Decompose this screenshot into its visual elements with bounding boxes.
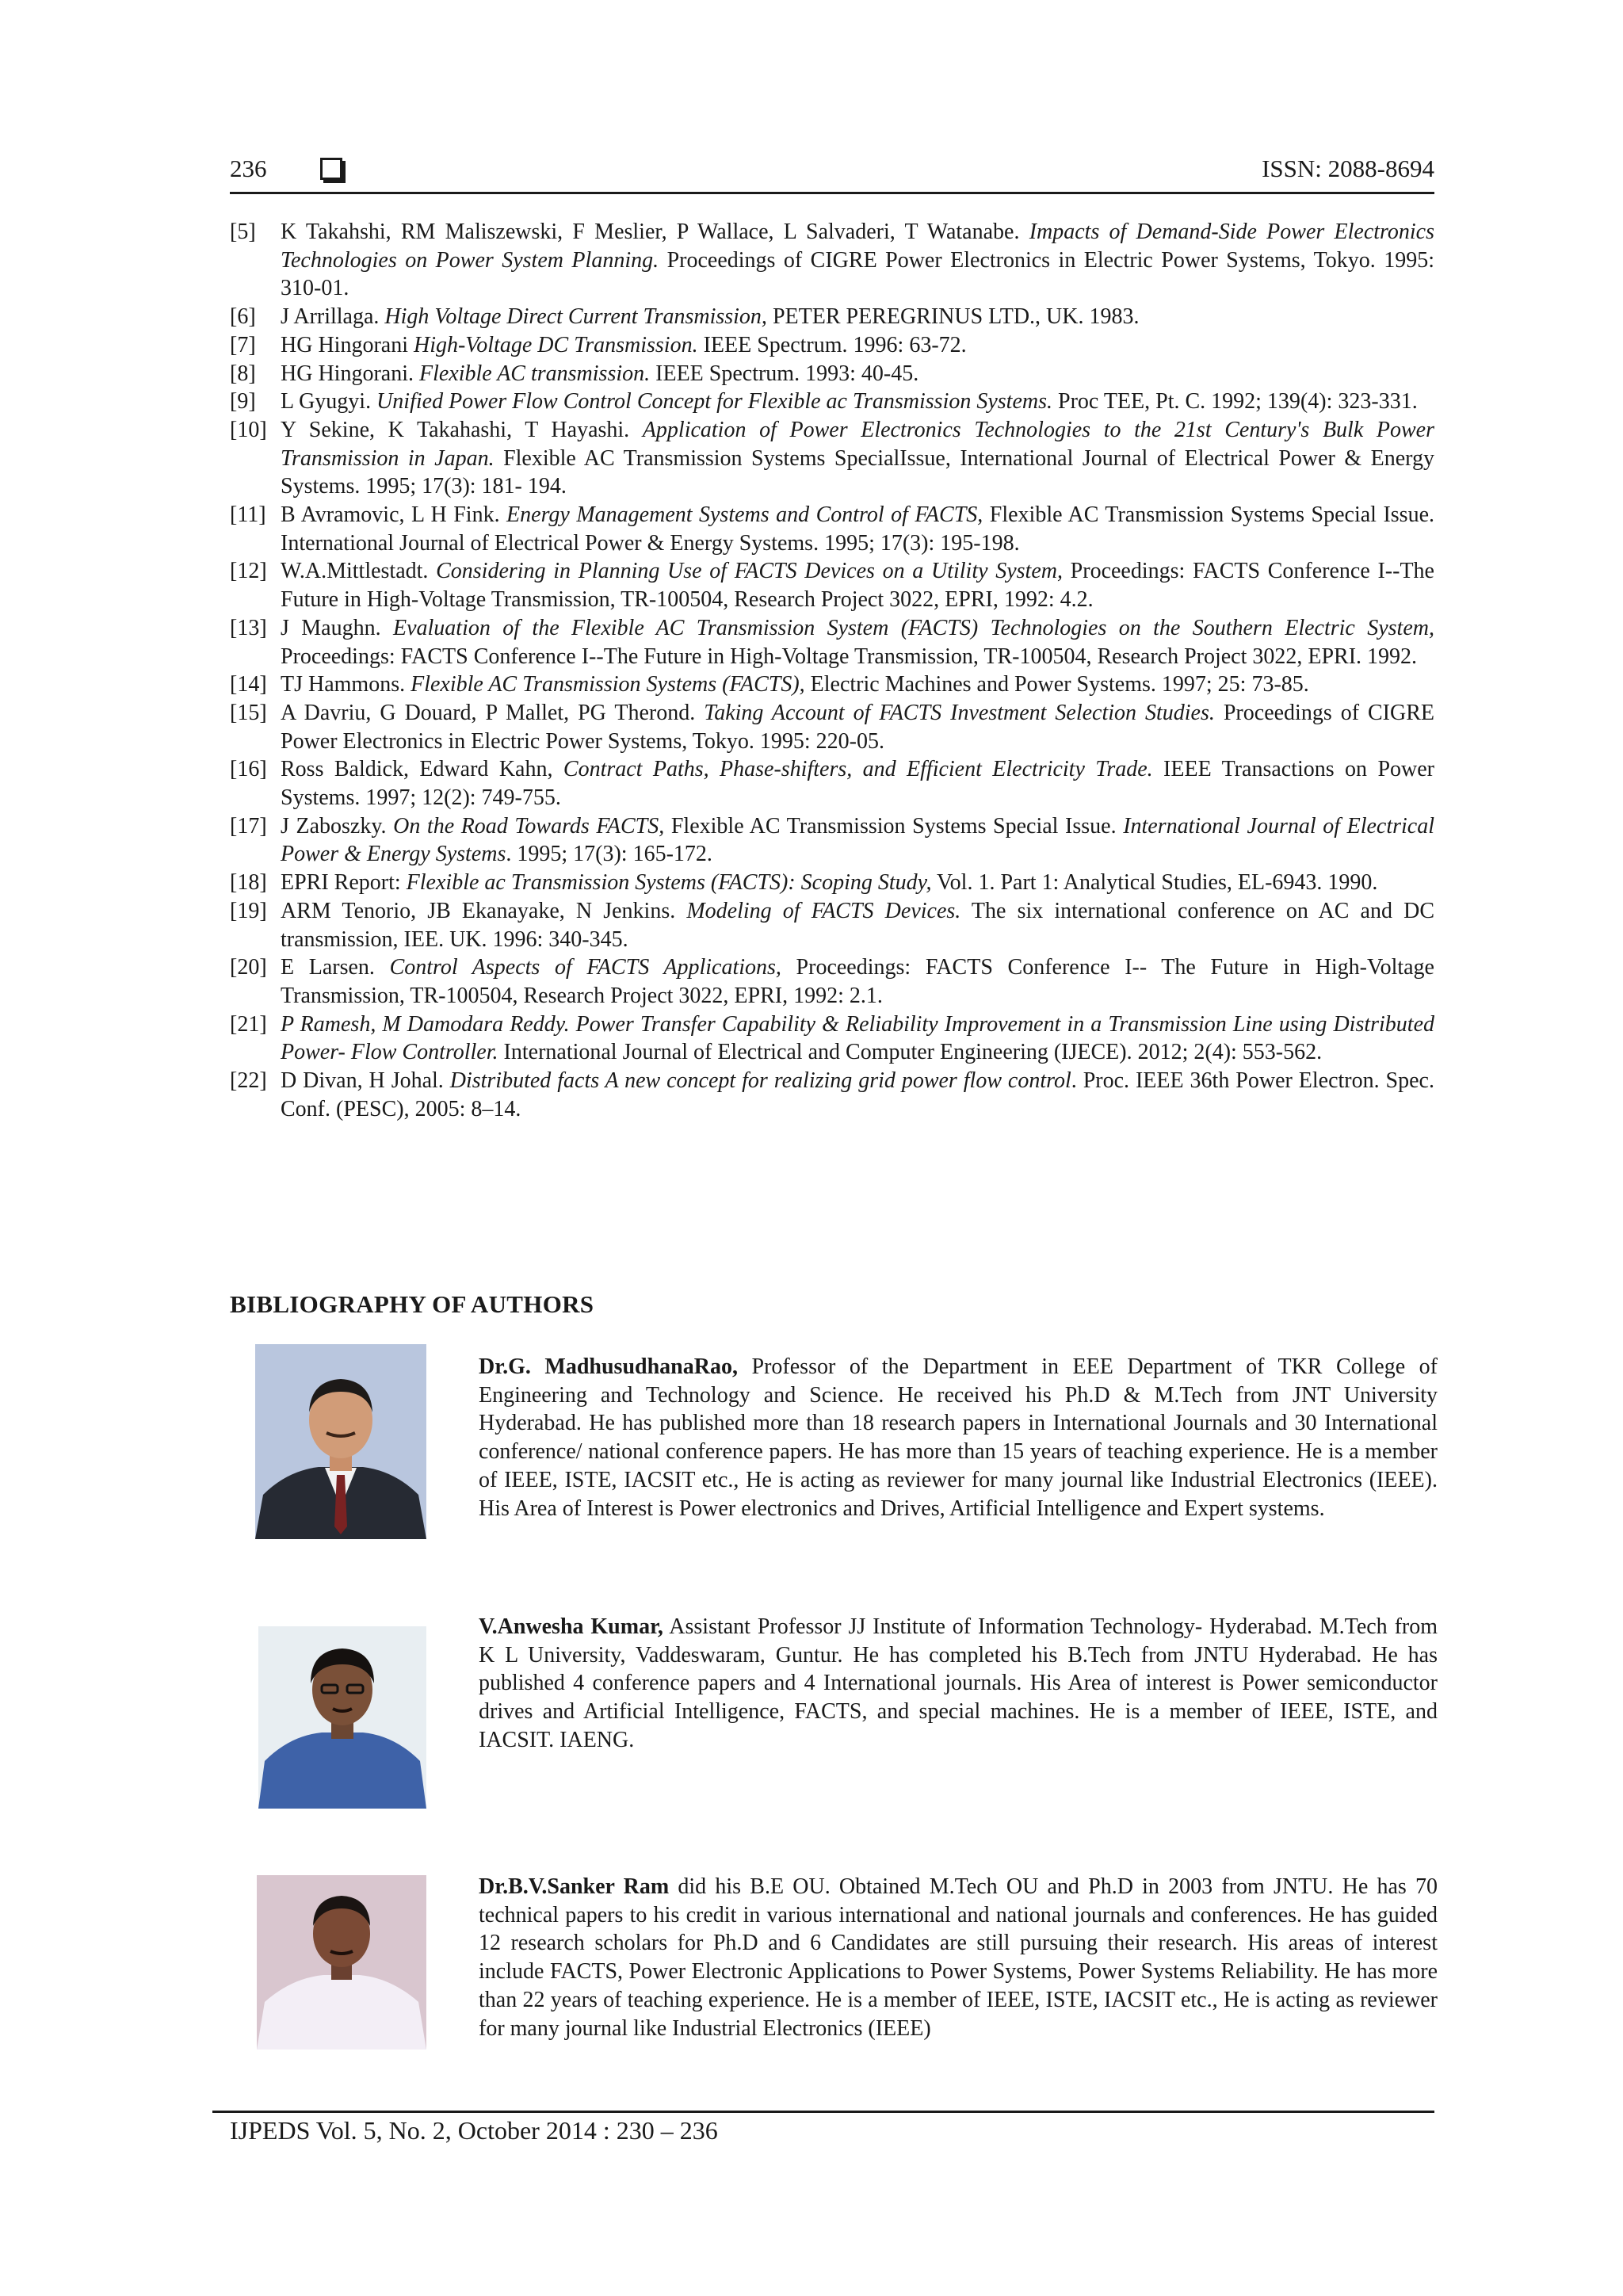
checkbox-square-icon xyxy=(320,158,342,180)
reference-text xyxy=(281,557,1434,613)
page-number: 236 xyxy=(230,155,267,182)
author-name-1: Dr.G. MadhusudhanaRao, xyxy=(479,1354,738,1379)
reference-segment: D Divan, H Johal. xyxy=(281,1068,450,1094)
reference-item xyxy=(230,388,1434,416)
reference-title: Modeling of FACTS Devices. xyxy=(686,898,961,923)
reference-title: Flexible AC Transmission Systems (FACTS), xyxy=(411,672,805,697)
reference-title: Considering in Planning Use of FACTS Devices on a Utility System, xyxy=(436,559,1063,584)
reference-number: [18] xyxy=(230,870,267,896)
reference-segment: K Takahshi, RM Maliszewski, F Meslier, P Wallace, L Salvaderi, T Watanabe. xyxy=(281,220,1029,244)
bibliography-heading: BIBLIOGRAPHY OF AUTHORS xyxy=(230,1290,594,1318)
reference-item xyxy=(230,755,1434,812)
reference-segment: E Larsen. xyxy=(281,955,390,980)
reference-item xyxy=(230,812,1434,869)
reference-segment: PETER PEREGRINUS LTD., UK. 1983. xyxy=(766,304,1140,330)
reference-segment: Proceedings of CIGRE Power Electronics in Electric Power Systems, Tokyo. 1995: 310-01. xyxy=(281,247,1434,301)
reference-segment: Proceedings of CIGRE Power Electronics in Electric Power Systems, Tokyo. 1995: 220-05. xyxy=(281,700,1434,754)
reference-title: Energy Management Systems and Control of FACTS, xyxy=(506,502,983,528)
reference-text xyxy=(281,303,1434,331)
reference-text xyxy=(281,416,1434,501)
author-bio-2 xyxy=(479,1613,1438,1755)
reference-segment: Vol. 1. Part 1: Analytical Studies, EL-6943. 1990. xyxy=(931,870,1378,896)
reference-text xyxy=(281,388,1434,416)
reference-text xyxy=(281,331,1434,360)
reference-number: [10] xyxy=(230,417,267,442)
reference-segment: . Proc. IEEE 36th Power Electron. Spec. Conf. (PESC), 2005: 8–14. xyxy=(281,1068,1434,1121)
reference-text xyxy=(281,1010,1434,1067)
reference-number: [12] xyxy=(230,559,267,584)
reference-title: P Ramesh, M Damodara Reddy. Power Transfer Capability & Reliability Improvement in a Transmission Line using Distributed Power- Flow Controller. xyxy=(281,1011,1434,1065)
reference-number: [15] xyxy=(230,700,267,725)
reference-segment: Y Sekine, K Takahashi, T Hayashi. xyxy=(281,417,643,442)
reference-segment: International Journal of Electrical and Computer Engineering (IJECE). 2012; 2(4): 553-562. xyxy=(498,1040,1323,1065)
reference-text xyxy=(281,755,1434,812)
reference-text xyxy=(281,1067,1434,1123)
reference-segment: HG Hingorani. xyxy=(281,361,419,386)
page-header xyxy=(230,155,1434,191)
reference-text xyxy=(281,218,1434,303)
reference-number: [9] xyxy=(230,389,256,415)
author-bio-text-1: Professor of the Department in EEE Department of TKR College of Engineering and Technology and Science. He received his Ph.D & M.Tech from JNT University Hyderabad. He has published more than 18 research papers in International Journals and 30 International conference/ national conference papers. He has more than 15 years of teaching experience. He is a member of IEEE, ISTE, IACSIT etc., He is acting as reviewer for many journal like Industrial Electronics (IEEE). His Area of Interest is Power electronics and Drives, Artificial Intelligence and Expert systems. xyxy=(479,1354,1438,1521)
reference-item xyxy=(230,331,1434,360)
reference-title: On the Road Towards FACTS, xyxy=(393,813,665,839)
reference-segment: Flexible AC Transmission Systems Special Issue. xyxy=(664,813,1124,839)
reference-item xyxy=(230,1010,1434,1067)
reference-segment: Flexible AC Transmission Systems Special Issue. International Journal of Electrical Power & Energy Systems. 1995; 17(3): 195-198. xyxy=(281,502,1434,556)
author-photo-1 xyxy=(255,1344,426,1539)
reference-segment: B Avramovic, L H Fink. xyxy=(281,502,507,528)
reference-segment: J Arrillaga. xyxy=(281,304,385,330)
reference-segment: Proceedings: FACTS Conference I--The Future in High-Voltage Transmission, TR-100504, Research Project 3022, EPRI, 1992: 4.2. xyxy=(281,559,1434,613)
reference-number: [17] xyxy=(230,813,267,839)
reference-number: [6] xyxy=(230,304,256,330)
reference-text xyxy=(281,897,1434,953)
reference-segment: IEEE Spectrum. 1993: 40-45. xyxy=(650,361,919,386)
author-photo-2 xyxy=(258,1626,426,1809)
reference-item xyxy=(230,614,1434,670)
issn: ISSN: 2088-8694 xyxy=(1262,155,1434,182)
reference-segment: A Davriu, G Douard, P Mallet, PG Therond. xyxy=(281,700,705,725)
reference-title: Distributed facts A new concept for realizing grid power flow control xyxy=(449,1068,1071,1094)
reference-number: [20] xyxy=(230,955,267,980)
reference-segment: ARM Tenorio, JB Ekanayake, N Jenkins. xyxy=(281,898,687,923)
reference-number: [22] xyxy=(230,1068,267,1094)
reference-number: [14] xyxy=(230,672,267,697)
reference-number: [13] xyxy=(230,615,267,640)
author-bio-1 xyxy=(479,1353,1438,1522)
reference-title: High-Voltage DC Transmission. xyxy=(413,332,698,357)
reference-number: [16] xyxy=(230,757,267,782)
reference-title: Evaluation of the Flexible AC Transmission System (FACTS) Technologies on the Southern Electric System, xyxy=(393,615,1434,640)
reference-text xyxy=(281,501,1434,557)
reference-segment: J Zaboszky. xyxy=(281,813,394,839)
reference-number: [5] xyxy=(230,220,256,244)
author-bio-text-2: Assistant Professor JJ Institute of Information Technology- Hyderabad. M.Tech from K L University, Vaddeswaram, Guntur. He has completed his B.Tech from JNTU Hyderabad. He has published 4 conference papers and 4 International journals. His Area of interest is Power semiconductor drives and Artificial Intelligence, FACTS, and special machines. He is a member of IEEE, ISTE, and IACSIT. IAENG. xyxy=(479,1614,1438,1752)
reference-title: Impacts of Demand-Side Power Electronics Technologies on Power System Planning. xyxy=(281,220,1434,273)
reference-title: Unified Power Flow Control Concept for Flexible ac Transmission Systems. xyxy=(376,389,1052,415)
reference-number: [11] xyxy=(230,502,266,528)
reference-text xyxy=(281,812,1434,869)
reference-item xyxy=(230,953,1434,1010)
reference-number: [19] xyxy=(230,898,267,923)
reference-title: International Journal of Electrical Power & Energy Systems xyxy=(281,813,1434,867)
reference-segment: Flexible AC Transmission Systems SpecialIssue, International Journal of Electrical Power & Energy Systems. 1995; 17(3): 181- 194. xyxy=(281,445,1434,499)
author-name-3: Dr.B.V.Sanker Ram xyxy=(479,1874,670,1899)
reference-number: [7] xyxy=(230,332,256,357)
reference-segment: IEEE Transactions on Power Systems. 1997; 12(2): 749-755. xyxy=(281,757,1434,811)
reference-item xyxy=(230,670,1434,699)
reference-item xyxy=(230,416,1434,501)
reference-title: Flexible ac Transmission Systems (FACTS): Scoping Study, xyxy=(406,870,932,896)
reference-item xyxy=(230,1067,1434,1123)
reference-text xyxy=(281,869,1434,897)
reference-segment: L Gyugyi. xyxy=(281,389,377,415)
author-bio-text-3: did his B.E OU. Obtained M.Tech OU and Ph.D in 2003 from JNTU. He has 70 technical papers to his credit in various international and national journals and conferences. He has guided 12 research scholars for Ph.D and 6 Candidates are still pursuing their research. His areas of interest include FACTS, Power Electronic Applications to Power Systems, Power Systems Reliability. He has more than 22 years of teaching experience. He is a member of IEEE, ISTE, IACSIT etc., He is acting as reviewer for many journal like Industrial Electronics (IEEE) xyxy=(479,1874,1438,2041)
reference-title: Contract Paths, Phase-shifters, and Efficient Electricity Trade. xyxy=(563,757,1153,782)
reference-segment: IEEE Spectrum. 1996: 63-72. xyxy=(697,332,967,357)
reference-number: [8] xyxy=(230,361,256,386)
reference-item xyxy=(230,557,1434,613)
reference-item xyxy=(230,360,1434,388)
reference-segment: Proceedings: FACTS Conference I-- The Future in High-Voltage Transmission, TR-100504, Research Project 3022, EPRI, 1992: 2.1. xyxy=(281,955,1434,1008)
reference-item xyxy=(230,699,1434,755)
reference-title: Control Aspects of FACTS Applications, xyxy=(389,955,781,980)
reference-item xyxy=(230,303,1434,331)
footer-rule xyxy=(212,2111,1434,2113)
reference-segment: Proceedings: FACTS Conference I--The Future in High-Voltage Transmission, TR-100504, Research Project 3022, EPRI. 1992. xyxy=(281,644,1418,669)
reference-text xyxy=(281,670,1434,699)
reference-text xyxy=(281,699,1434,755)
reference-segment: HG Hingorani xyxy=(281,332,414,357)
reference-item xyxy=(230,897,1434,953)
reference-segment: TJ Hammons. xyxy=(281,672,411,697)
reference-segment: The six international conference on AC and DC transmission, IEE. UK. 1996: 340-345. xyxy=(281,898,1435,952)
references-list xyxy=(230,218,1434,1124)
reference-item xyxy=(230,218,1434,303)
reference-number: [21] xyxy=(230,1011,267,1037)
reference-segment: W.A.Mittlestadt. xyxy=(281,559,437,584)
reference-segment: EPRI Report: xyxy=(281,870,407,896)
reference-segment: . 1995; 17(3): 165-172. xyxy=(506,842,712,867)
reference-text xyxy=(281,953,1434,1010)
reference-text xyxy=(281,360,1434,388)
reference-item xyxy=(230,869,1434,897)
header-rule xyxy=(230,192,1434,194)
reference-title: Taking Account of FACTS Investment Selection Studies. xyxy=(704,700,1215,725)
reference-text xyxy=(281,614,1434,670)
reference-segment: Electric Machines and Power Systems. 1997; 25: 73-85. xyxy=(804,672,1309,697)
reference-item xyxy=(230,501,1434,557)
reference-title: Application of Power Electronics Technologies to the 21st Century's Bulk Power Transmission in Japan. xyxy=(281,417,1434,471)
author-photo-3 xyxy=(257,1875,426,2050)
author-name-2: V.Anwesha Kumar, xyxy=(479,1614,663,1639)
reference-title: Flexible AC transmission. xyxy=(418,361,651,386)
footer-citation: IJPEDS Vol. 5, No. 2, October 2014 : 230 – 236 xyxy=(230,2116,718,2145)
author-bio-3 xyxy=(479,1873,1438,2042)
reference-title: High Voltage Direct Current Transmission, xyxy=(384,304,767,330)
reference-segment: J Maughn. xyxy=(281,615,393,640)
reference-segment: Ross Baldick, Edward Kahn, xyxy=(281,757,563,782)
reference-segment: Proc TEE, Pt. C. 1992; 139(4): 323-331. xyxy=(1052,389,1418,415)
